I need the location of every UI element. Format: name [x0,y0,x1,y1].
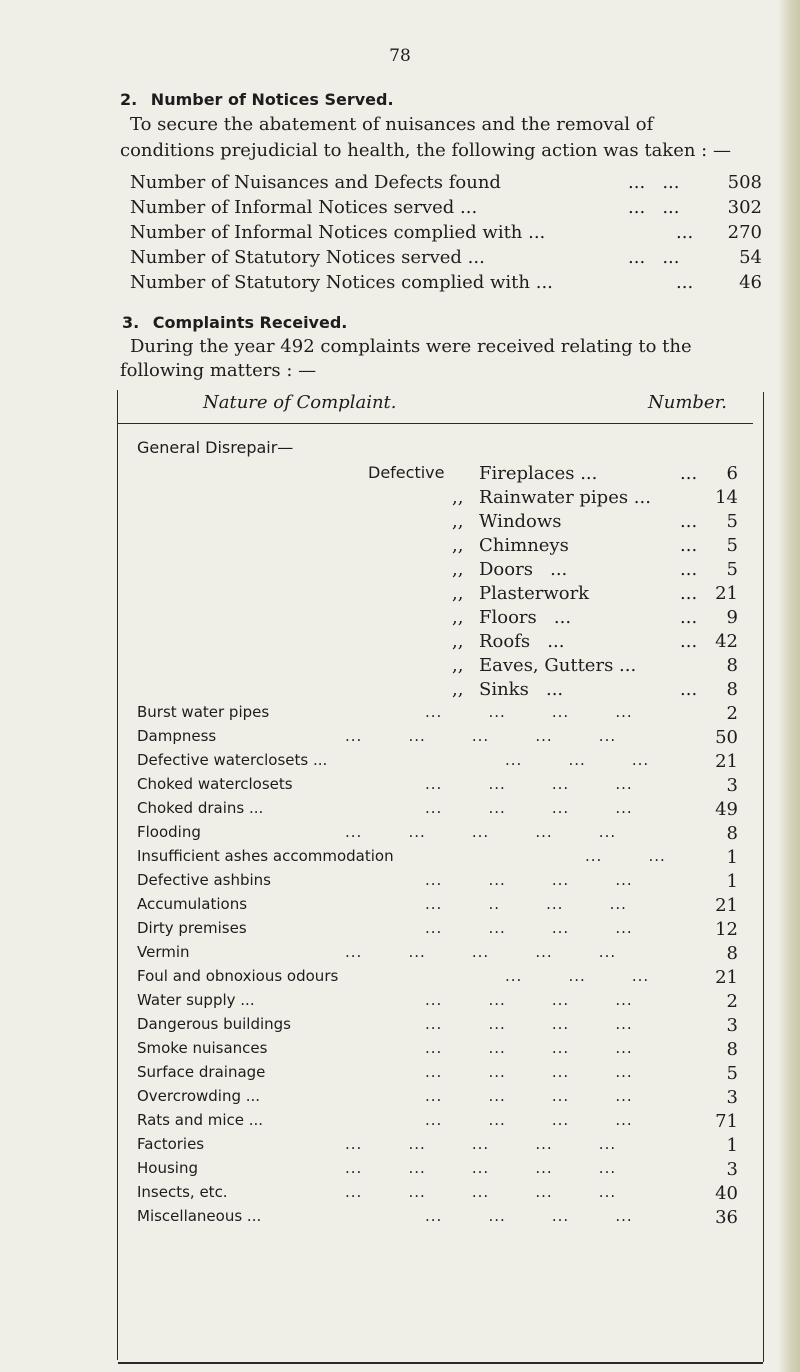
table-row-value: 3 [726,1087,738,1108]
sub-item-label: Chimneys [479,535,569,556]
table-left-rule [117,390,118,1360]
notice-label: Number of Statutory Notices served ... [130,247,485,268]
ditto-mark: ,, [452,655,464,676]
ditto-mark: ,, [452,535,464,556]
defective-prefix: Defective [368,463,445,482]
section3-intro-line1: During the year 492 complaints were received relating to the [130,336,692,357]
notice-leader: ... ... [628,247,680,268]
sub-item-label: Sinks ... [479,679,564,700]
table-row-leader: ... ... ... ... [425,1039,633,1057]
table-row-value: 12 [715,919,738,940]
table-row-value: 36 [715,1207,738,1228]
table-row-leader: ... ... ... ... [425,1087,633,1105]
table-header-rule [118,423,753,424]
notice-label: Number of Nuisances and Defects found [130,172,501,193]
table-row-leader: ... ... ... ... [425,991,633,1009]
ditto-mark: ,, [452,631,464,652]
table-row-label: Dangerous buildings [137,1015,291,1033]
notice-value: 46 [739,272,762,293]
notice-value: 302 [727,197,762,218]
sub-item-value: 5 [726,511,738,532]
sub-item-leader: ... [680,535,698,556]
table-row-value: 1 [726,871,738,892]
ditto-mark: ,, [452,559,464,580]
section3-heading-text: Complaints Received. [152,313,348,332]
table-row-leader: ... ... ... ... [425,775,633,793]
section2-heading [120,90,394,109]
notice-leader: ... ... [628,197,680,218]
table-row-leader: ... ... ... ... [425,919,633,937]
notice-value: 508 [727,172,762,193]
table-row-value: 2 [726,991,738,1012]
table-row-leader: ... ... ... ... ... [345,943,617,961]
table-row-leader: ... ... ... ... [425,1015,633,1033]
sub-item-value: 8 [726,655,738,676]
table-row-leader: ... ... ... ... [425,871,633,889]
table-row-leader: ... ... ... ... [425,1111,633,1129]
table-row-value: 3 [726,1159,738,1180]
table-row-leader: ... ... ... ... [425,799,633,817]
table-row-value: 5 [726,1063,738,1084]
table-row-value: 71 [715,1111,738,1132]
page-number: 78 [389,46,411,66]
notice-value: 54 [739,247,762,268]
sub-item-leader: ... [680,679,698,700]
section2-intro-line1: To secure the abatement of nuisances and the removal of [130,114,654,135]
notice-leader: ... ... [628,172,680,193]
table-row-label: Choked waterclosets [137,775,293,793]
table-row-label: Smoke nuisances [137,1039,268,1057]
sub-item-value: 5 [726,559,738,580]
table-row-leader: ... ... ... ... [425,1207,633,1225]
sub-item-value: 5 [726,535,738,556]
table-row-leader: ... ... ... ... ... [345,1183,617,1201]
table-row-label: Miscellaneous ... [137,1207,262,1225]
table-row-leader: ... .. ... ... [425,895,627,913]
sub-item-leader: ... [680,559,698,580]
table-row-leader: ... ... ... [505,967,650,985]
table-row-value: 3 [726,1015,738,1036]
section2-heading-text: Number of Notices Served. [150,90,394,109]
table-row-label: Foul and obnoxious odours [137,967,339,985]
table-row-value: 1 [726,847,738,868]
ditto-mark: ,, [452,679,464,700]
table-row-value: 21 [715,751,738,772]
table-col-header-nature: Nature of Complaint. [203,392,397,413]
table-row-label: Vermin [137,943,190,961]
table-row-label: Insufficient ashes accommodation [137,847,394,865]
notice-label: Number of Statutory Notices complied with ... [130,272,553,293]
sub-item-label: Rainwater pipes ... [479,487,651,508]
table-row-label: Factories [137,1135,205,1153]
notice-label: Number of Informal Notices served ... [130,197,478,218]
sub-item-value: 8 [726,679,738,700]
sub-item-leader: ... [680,583,698,604]
table-row-leader: ... ... ... ... ... [345,823,617,841]
notice-label: Number of Informal Notices complied with ... [130,222,546,243]
table-row-value: 8 [726,943,738,964]
table-row-leader: ... ... ... ... ... [345,1159,617,1177]
table-row-value: 40 [715,1183,738,1204]
table-row-label: Flooding [137,823,201,841]
page-edge-shadow [778,0,800,1372]
sub-item-label: Floors ... [479,607,572,628]
sub-item-value: 42 [715,631,738,652]
table-row-label: Choked drains ... [137,799,264,817]
table-row-label: Accumulations [137,895,248,913]
table-row-label: Dampness [137,727,217,745]
table-row-value: 8 [726,823,738,844]
table-row-label: Overcrowding ... [137,1087,261,1105]
table-row-value: 50 [715,727,738,748]
table-row-value: 49 [715,799,738,820]
sub-item-label: Windows [479,511,562,532]
table-row-leader: ... ... ... ... [425,703,633,721]
table-row-label: Dirty premises [137,919,247,937]
table-row-leader: ... ... ... ... ... [345,1135,617,1153]
table-row-value: 21 [715,895,738,916]
table-row-value: 8 [726,1039,738,1060]
ditto-mark: ,, [452,511,464,532]
ditto-mark: ,, [452,487,464,508]
notice-value: 270 [727,222,762,243]
sub-item-leader: ... [680,607,698,628]
table-row-label: Burst water pipes [137,703,270,721]
table-row-label: Surface drainage [137,1063,266,1081]
table-row-value: 2 [726,703,738,724]
section3-heading-num: 3. [122,313,140,332]
section3-intro-line2: following matters : — [120,360,317,381]
sub-item-label: Doors ... [479,559,568,580]
ditto-mark: ,, [452,583,464,604]
sub-item-leader: ... [680,511,698,532]
sub-item-leader: ... [680,463,698,484]
general-disrepair-heading: General Disrepair— [137,438,294,457]
table-row-label: Defective ashbins [137,871,271,889]
sub-item-value: 6 [726,463,738,484]
notice-leader: ... [676,222,694,243]
table-row-leader: ... ... [585,847,666,865]
table-row-label: Housing [137,1159,198,1177]
sub-item-value: 14 [715,487,738,508]
table-row-leader: ... ... ... ... ... [345,727,617,745]
table-right-rule [763,392,764,1362]
table-row-leader: ... ... ... ... [425,1063,633,1081]
table-row-label: Insects, etc. [137,1183,228,1201]
table-col-header-number: Number. [648,392,727,413]
sub-item-value: 9 [726,607,738,628]
table-row-value: 1 [726,1135,738,1156]
notice-leader: ... [676,272,694,293]
table-row-label: Rats and mice ... [137,1111,264,1129]
sub-item-leader: ... [680,631,698,652]
table-row-value: 21 [715,967,738,988]
section2-heading-num: 2. [120,90,138,109]
table-row-label: Defective waterclosets ... [137,751,328,769]
ditto-mark: ,, [452,607,464,628]
table-row-value: 3 [726,775,738,796]
table-bottom-rule [118,1362,763,1364]
sub-item-label: Roofs ... [479,631,565,652]
sub-item-label: Plasterwork [479,583,590,604]
table-row-label: Water supply ... [137,991,255,1009]
section2-intro-line2: conditions prejudicial to health, the following action was taken : — [120,140,731,161]
table-row-leader: ... ... ... [505,751,650,769]
sub-item-label: Fireplaces ... [479,463,598,484]
sub-item-label: Eaves, Gutters ... [479,655,637,676]
sub-item-value: 21 [715,583,738,604]
section3-heading [122,313,347,332]
